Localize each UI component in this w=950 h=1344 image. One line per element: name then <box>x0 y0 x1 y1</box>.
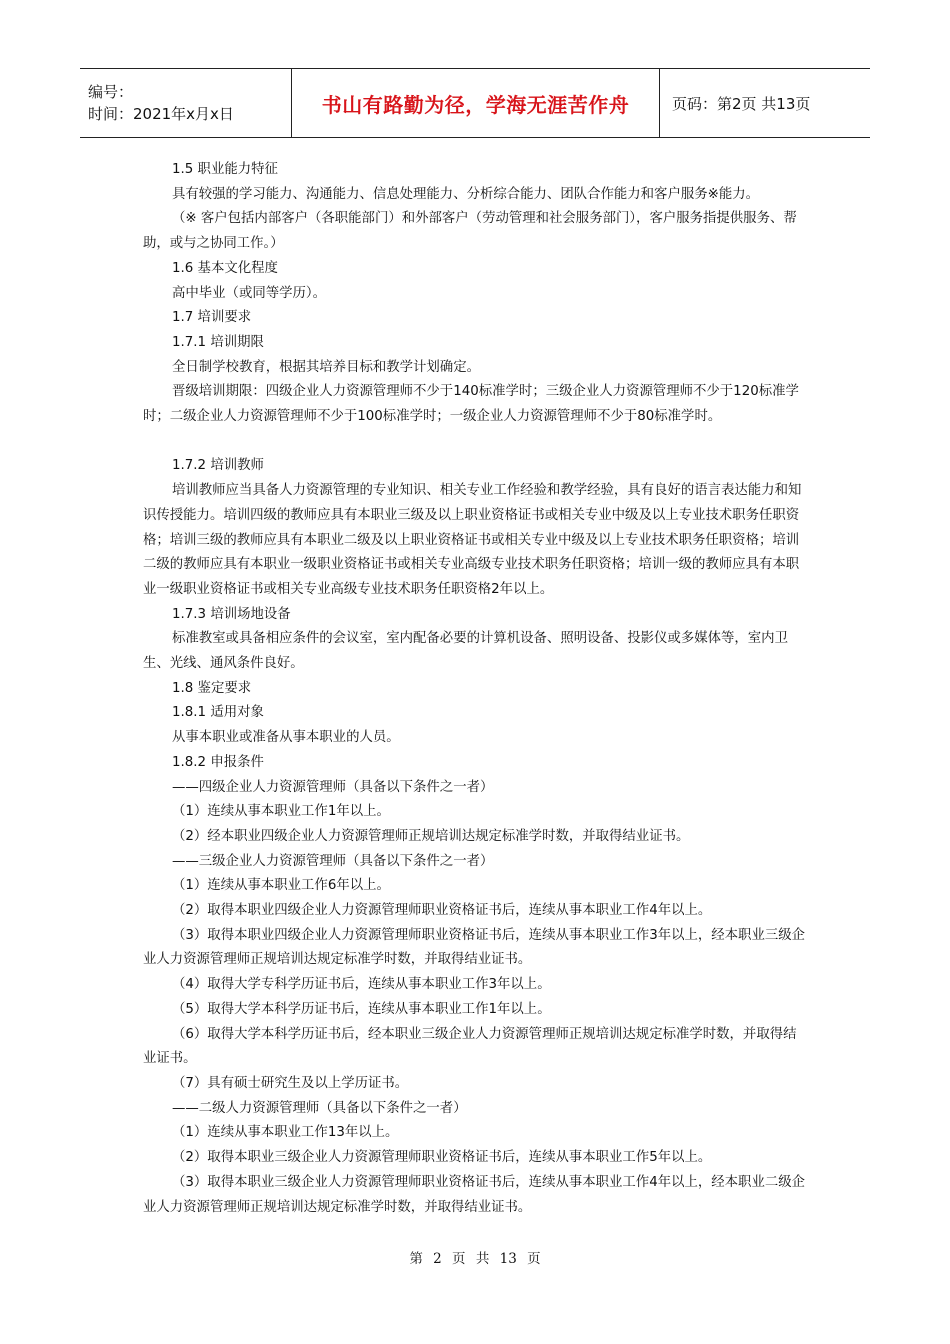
level-heading: ——三级企业人力资源管理师（具备以下条件之一者） <box>172 853 494 869</box>
paragraph: 高中毕业（或同等学历）。 <box>172 285 326 301</box>
page-header <box>80 68 870 138</box>
subsection-heading: 1.8.1 适用对象 <box>172 705 264 721</box>
condition-item: （2）取得本职业三级企业人力资源管理师职业资格证书后，连续从事本职业工作5年以上。 <box>172 1150 712 1166</box>
subsection-heading: 1.7.1 培训期限 <box>172 334 264 350</box>
condition-item: （2）经本职业四级企业人力资源管理师正规培训达规定标准学时数，并取得结业证书。 <box>172 828 690 844</box>
subsection-heading: 1.7.3 培训场地设备 <box>172 606 291 622</box>
section-heading: 1.7 培训要求 <box>172 310 252 326</box>
paragraph: 从事本职业或准备从事本职业的人员。 <box>172 730 400 746</box>
header-motto: 书山有路勤为径，学海无涯苦作舟 <box>292 69 660 137</box>
condition-item: （1）连续从事本职业工作1年以上。 <box>172 804 390 820</box>
paragraph: 培训教师应当具备人力资源管理的专业知识、相关专业工作经验和教学经验，具有良好的语言表达能力和知识传授能力。培训四级的教师应具有本职业三级及以上职业资格证书或相关专业中级及以上专业技术职务任职资格；培训三级的教师应具有本职业二级及以上职业资格证书或相关专业中级及以上专业技术职务任职资格；培训二级的教师应具有本职业一级职业资格证书或相关专业高级专业技术职务任职资格；培训一级的教师应具有本职业一级职业资格证书或相关专业高级专业技术职务任职资格2年以上。 <box>143 483 802 597</box>
paragraph: 标准教室或具备相应条件的会议室，室内配备必要的计算机设备、照明设备、投影仪或多媒体等，室内卫生、光线、通风条件良好。 <box>143 631 788 672</box>
section-heading: 1.8 鉴定要求 <box>172 680 252 696</box>
condition-item: （5）取得大学本科学历证书后，连续从事本职业工作1年以上。 <box>172 1001 551 1017</box>
condition-item: （2）取得本职业四级企业人力资源管理师职业资格证书后，连续从事本职业工作4年以上。 <box>172 903 712 919</box>
document-number-label: 编号： <box>88 83 134 101</box>
header-page-info: 页码：第2页 共13页 <box>672 94 811 113</box>
level-heading: ——二级人力资源管理师（具备以下条件之一者） <box>172 1100 467 1116</box>
paragraph: 全日制学校教育，根据其培养目标和教学计划确定。 <box>172 359 480 375</box>
paragraph: （※ 客户包括内部客户（各职能部门）和外部客户（劳动管理和社会服务部门），客户服务指提供服务、帮助，或与之协同工作。） <box>143 211 797 252</box>
condition-item: （7）具有硕士研究生及以上学历证书。 <box>172 1076 409 1091</box>
condition-item: （1）连续从事本职业工作13年以上。 <box>172 1125 399 1141</box>
subsection-heading: 1.8.2 申报条件 <box>172 754 264 770</box>
document-time-label: 时间：2021年x月x日 <box>88 105 234 123</box>
condition-item: （1）连续从事本职业工作6年以上。 <box>172 878 390 894</box>
section-heading: 1.6 基本文化程度 <box>172 260 278 276</box>
section-heading: 1.5 职业能力特征 <box>172 162 278 177</box>
condition-item: （3）取得本职业四级企业人力资源管理师职业资格证书后，连续从事本职业工作3年以上，经本职业三级企业人力资源管理师正规培训达规定标准学时数，并取得结业证书。 <box>143 927 806 968</box>
paragraph: 具有较强的学习能力、沟通能力、信息处理能力、分析综合能力、团队合作能力和客户服务※能力。 <box>172 186 760 202</box>
document-body <box>143 158 809 1220</box>
page-footer: 第 2 页 共 13 页 <box>409 1251 541 1267</box>
subsection-heading: 1.7.2 培训教师 <box>172 458 264 474</box>
condition-item: （3）取得本职业三级企业人力资源管理师职业资格证书后，连续从事本职业工作4年以上，经本职业二级企业人力资源管理师正规培训达规定标准学时数，并取得结业证书。 <box>143 1174 806 1215</box>
condition-item: （6）取得大学本科学历证书后，经本职业三级企业人力资源管理师正规培训达规定标准学时数，并取得结业证书。 <box>143 1026 797 1067</box>
level-heading: ——四级企业人力资源管理师（具备以下条件之一者） <box>172 779 494 795</box>
header-meta <box>80 69 292 137</box>
paragraph: 晋级培训期限：四级企业人力资源管理师不少于140标准学时；三级企业人力资源管理师不少于120标准学时；二级企业人力资源管理师不少于100标准学时；一级企业人力资源管理师不少于80标准学时。 <box>143 384 799 425</box>
condition-item: （4）取得大学专科学历证书后，连续从事本职业工作3年以上。 <box>172 977 551 993</box>
